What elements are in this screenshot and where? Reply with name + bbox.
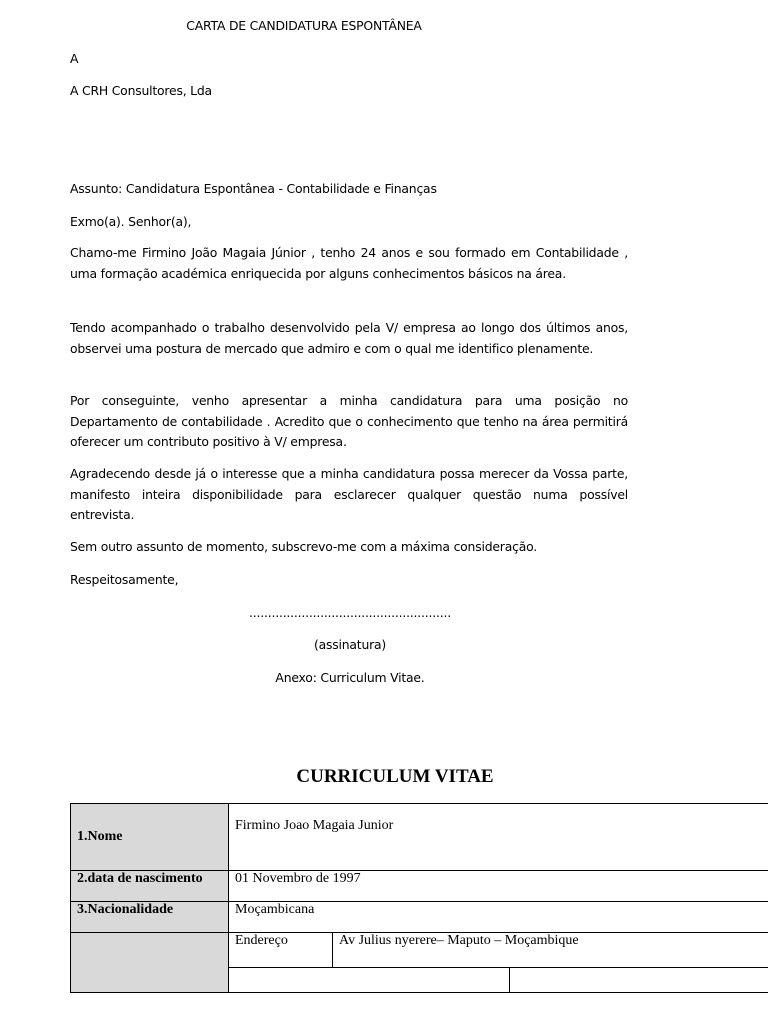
annex-note: Anexo: Curriculum Vitae.	[275, 670, 425, 685]
name-label: 1.Nome	[71, 804, 229, 871]
letter-heading: CARTA DE CANDIDATURA ESPONTÂNEA	[186, 18, 422, 33]
dob-value: 01 Novembro de 1997	[229, 871, 768, 902]
recipient-prefix: A	[70, 51, 79, 66]
name-value: Firmino Joao Magaia Junior	[229, 804, 768, 871]
letter-subject: Assunto: Candidatura Espontânea - Contabilidade e Finanças	[70, 181, 437, 196]
address-label: Endereço	[229, 933, 333, 968]
empty-cell	[510, 968, 768, 993]
dob-label: 2.data de nascimento	[71, 871, 229, 902]
letter-closing: Respeitosamente,	[70, 572, 179, 587]
recipient-name: A CRH Consultores, Lda	[70, 83, 212, 98]
letter-paragraph: Agradecendo desde já o interesse que a minha candidatura possa merecer da Vossa parte, manifesto inteira disponibilidade para esclarecer qualquer questão numa possível entrevista.	[70, 466, 628, 523]
signature-label: (assinatura)	[313, 637, 387, 652]
table-row	[71, 804, 768, 871]
letter-salutation: Exmo(a). Senhor(a),	[70, 214, 192, 229]
nationality-value: Moçambicana	[229, 902, 768, 933]
table-row	[71, 933, 768, 968]
address-section-label	[71, 933, 229, 993]
table-row	[71, 902, 768, 933]
address-value: Av Julius nyerere– Maputo – Moçambique	[333, 933, 768, 968]
cv-table	[70, 803, 768, 993]
empty-cell	[229, 968, 510, 993]
cv-title: CURRICULUM VITAE	[296, 766, 494, 787]
table-row	[71, 871, 768, 902]
letter-paragraph: Sem outro assunto de momento, subscrevo-me com a máxima consideração.	[70, 539, 537, 554]
signature-line: ......................................................	[249, 605, 451, 620]
letter-paragraph: Chamo-me Firmino João Magaia Júnior , tenho 24 anos e sou formado em Contabilidade , uma formação académica enriquecida por alguns conhecimentos básicos na área.	[70, 245, 628, 281]
letter-paragraph: Tendo acompanhado o trabalho desenvolvido pela V/ empresa ao longo dos últimos anos, observei uma postura de mercado que admiro e com o qual me identifico plenamente.	[70, 320, 628, 356]
letter-paragraph: Por conseguinte, venho apresentar a minha candidatura para uma posição no Departamento de contabilidade . Acredito que o conhecimento que tenho na área permitirá oferecer um contributo positivo à V/ empresa.	[70, 393, 628, 450]
nationality-label: 3.Nacionalidade	[71, 902, 229, 933]
